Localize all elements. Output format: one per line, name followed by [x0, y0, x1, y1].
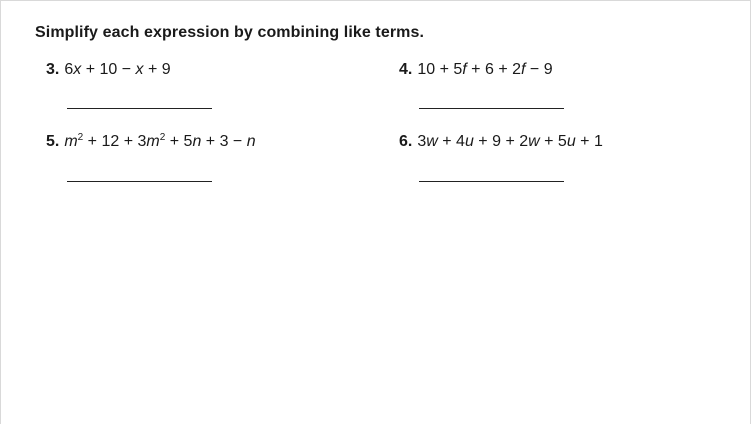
problem-number: 5. [46, 133, 60, 150]
problem-3 [46, 61, 171, 79]
instructions-heading: Simplify each expression by combining like terms. [35, 24, 425, 41]
expression-part: 10 + 5 [417, 61, 463, 78]
problem-5 [46, 133, 256, 151]
answer-line-4[interactable] [419, 108, 564, 109]
variable: n [246, 133, 256, 150]
variable: m [146, 133, 160, 150]
problem-number: 3. [46, 61, 60, 78]
expression-part: + 4 [437, 133, 465, 150]
problem-6 [399, 133, 603, 151]
expression-part: 3 [417, 133, 427, 150]
variable: n [192, 133, 202, 150]
expression-part: 6 [64, 61, 74, 78]
exponent: 2 [159, 132, 166, 143]
expression-part: + 12 + 3 [83, 133, 147, 150]
expression-part: + 10 − [81, 61, 136, 78]
expression-part: + 5 [165, 133, 193, 150]
variable: x [135, 61, 144, 78]
problem-number: 6. [399, 133, 413, 150]
variable: x [73, 61, 82, 78]
expression-part: + 1 [575, 133, 603, 150]
answer-line-5[interactable] [67, 181, 212, 182]
variable: w [528, 133, 540, 150]
expression-part: + 5 [539, 133, 567, 150]
expression-part: + 6 + 2 [466, 61, 521, 78]
exponent: 2 [77, 132, 84, 143]
expression-part: − 9 [525, 61, 553, 78]
expression-part: + 9 [143, 61, 171, 78]
answer-line-6[interactable] [419, 181, 564, 182]
expression-part: + 3 − [201, 133, 247, 150]
variable: u [566, 133, 576, 150]
problem-4 [399, 61, 553, 79]
variable: f [462, 61, 467, 78]
variable: f [521, 61, 526, 78]
problem-number: 4. [399, 61, 413, 78]
variable: u [464, 133, 474, 150]
expression-part: + 9 + 2 [473, 133, 529, 150]
answer-line-3[interactable] [67, 108, 212, 109]
variable: w [426, 133, 438, 150]
variable: m [64, 133, 78, 150]
